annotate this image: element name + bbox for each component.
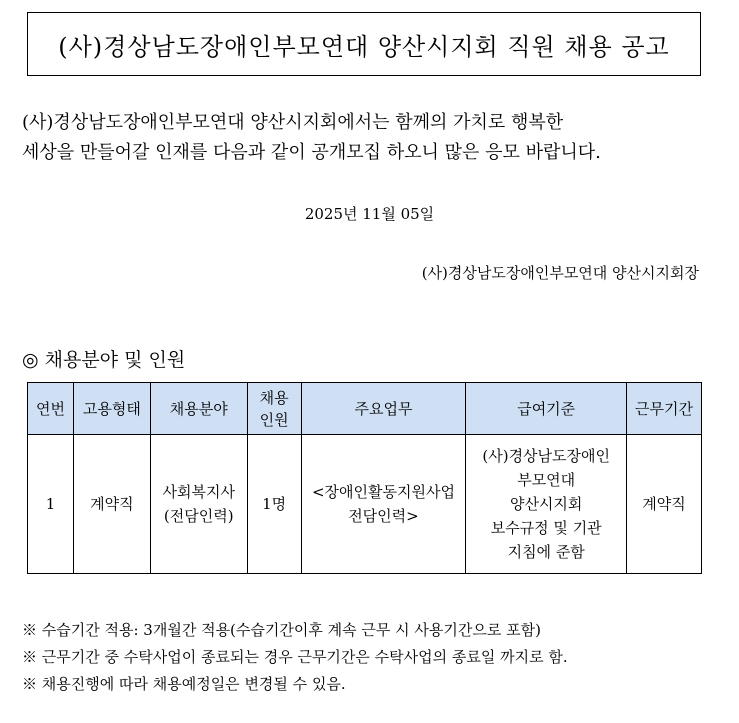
header-label: 주요업무: [354, 399, 413, 418]
table-cell: [73, 435, 150, 574]
header-cell: [73, 383, 150, 435]
table-cell: [627, 435, 702, 574]
table-cell: [247, 435, 301, 574]
header-label: 연번: [35, 399, 65, 418]
header-label: 고용형태: [82, 399, 141, 418]
header-label: 채용분야: [169, 399, 228, 418]
note-item: ※ 수습기간 적용: 3개월간 적용(수습기간이후 계속 근무 시 사용기간으로 포함): [22, 621, 541, 639]
section-heading: ◎ 채용분야 및 인원: [22, 349, 186, 371]
cell-text: 계약직: [642, 495, 686, 513]
intro-line-1: (사)경상남도장애인부모연대 양산시지회에서는 함께의 가치로 행복한: [22, 112, 564, 133]
cell-text: 1명: [262, 495, 287, 513]
header-cell: [28, 383, 74, 435]
table-cell: [150, 435, 247, 574]
cell-text: 사회복지사 (전담인력): [162, 483, 235, 525]
notes-list: [22, 617, 568, 698]
cell-text: 계약직: [90, 495, 134, 513]
header-cell: [301, 383, 466, 435]
header-cell: [150, 383, 247, 435]
header-cell: [627, 383, 702, 435]
note-item: ※ 채용진행에 따라 채용예정일은 변경될 수 있음.: [22, 675, 346, 693]
header-cell: [466, 383, 627, 435]
notice-title-text: (사)경상남도장애인부모연대 양산시지회 직원 채용 공고: [58, 32, 670, 61]
cell-text: <장애인활동지원사업 전담인력>: [311, 483, 455, 525]
table-cell: [28, 435, 74, 574]
header-label: 근무기간: [635, 399, 694, 418]
header-label: 급여기준: [517, 399, 576, 418]
table-header-row: [28, 383, 702, 435]
notice-title: [27, 12, 701, 76]
cell-text: 1: [45, 495, 56, 513]
cell-text: (사)경상남도장애인 부모연대 양산시지회 보수규정 및 기관 지침에 준함: [482, 447, 610, 561]
organization-signature: (사)경상남도장애인부모연대 양산시지회장: [421, 264, 699, 282]
recruitment-table: [27, 382, 702, 574]
intro-paragraph: [22, 108, 722, 168]
table-cell: [301, 435, 466, 574]
note-item: ※ 근무기간 중 수탁사업이 종료되는 경우 근무기간은 수탁사업의 종료일 까지로 함.: [22, 648, 568, 666]
header-label: 채용 인원: [259, 388, 289, 429]
header-cell: [247, 383, 301, 435]
notice-date: 2025년 11월 05일: [304, 205, 435, 223]
table-cell: [466, 435, 627, 574]
table-row: [28, 435, 702, 574]
intro-line-2: 세상을 만들어갈 인재를 다음과 같이 공개모집 하오니 많은 응모 바랍니다.: [22, 142, 601, 163]
